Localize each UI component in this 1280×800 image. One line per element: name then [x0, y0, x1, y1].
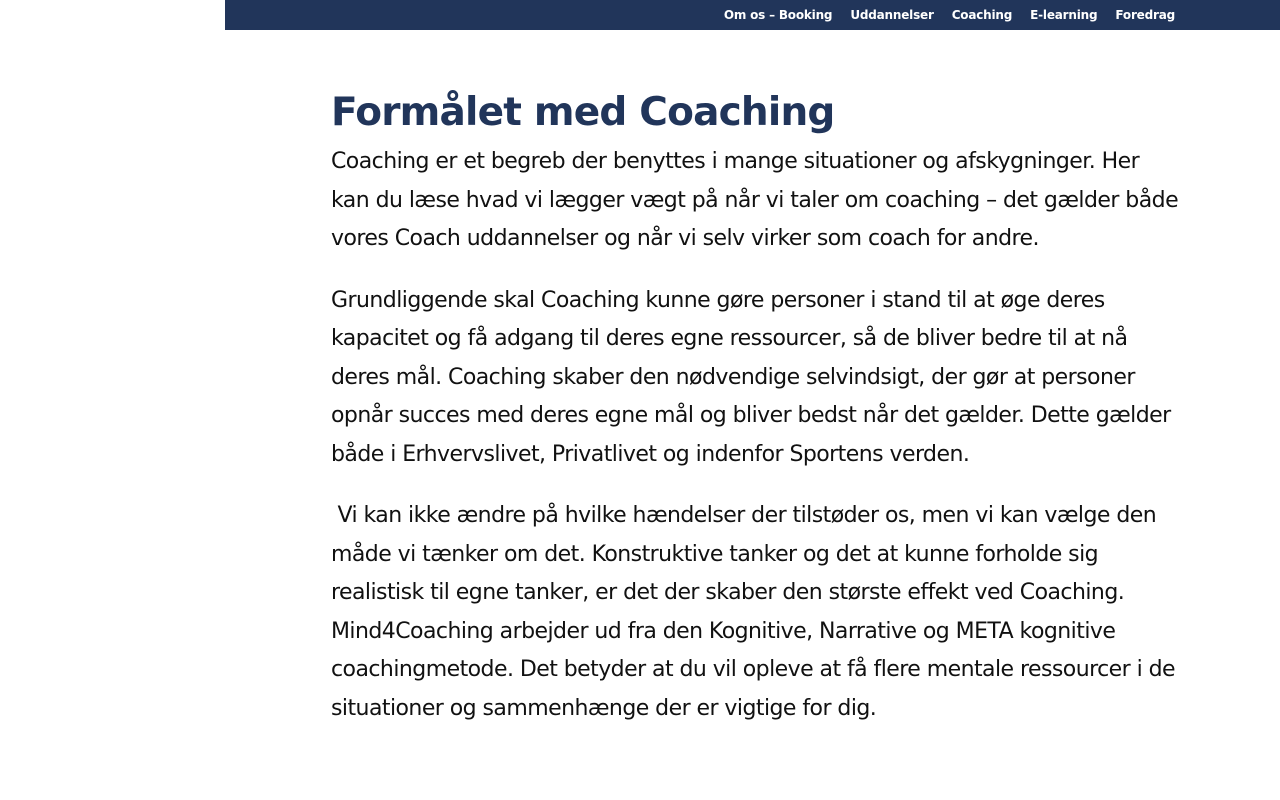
nav-item-uddannelser[interactable]: Uddannelser	[850, 8, 934, 22]
nav-item-e-learning[interactable]: E-learning	[1030, 8, 1098, 22]
nav-item-om-os-booking[interactable]: Om os – Booking	[723, 8, 833, 22]
nav-item-coaching[interactable]: Coaching	[951, 8, 1013, 22]
paragraph-intro: Coaching er et begreb der benyttes i mange situationer og afskygninger. Her kan du læse hvad vi lægger vægt på når vi taler om coaching – det gælder både vores Coach uddannelser og når vi selv virker som coach for andre.	[331, 149, 1185, 251]
article-content	[331, 86, 1185, 751]
top-navigation-bar	[225, 0, 1280, 30]
main-menu	[706, 0, 1175, 30]
paragraph-fundamentals: Grundliggende skal Coaching kunne gøre personer i stand til at øge deres kapacitet og få adgang til deres egne ressourcer, så de bliver bedre til at nå deres mål. Coaching skaber den nødvendige selvindsigt, der gør at personer opnår succes med deres egne mål og bliver bedst når det gælder. Dette gælder både i Erhvervslivet, Privatlivet og indenfor Sportens verden.	[331, 287, 1178, 467]
paragraph-method: Vi kan ikke ændre på hvilke hændelser der tilstøder os, men vi kan vælge den måde vi tænker om det. Konstruktive tanker og det at kunne forholde sig realistisk til egne tanker, er det der skaber den største effekt ved Coaching. Mind4Coaching arbejder ud fra den Kognitive, Narrative og META kognitive coachingmetode. Det betyder at du vil opleve at få flere mentale ressourcer i de situationer og sammenhænge der er vigtige for dig.	[331, 503, 1182, 721]
nav-item-foredrag[interactable]: Foredrag	[1115, 8, 1175, 22]
page-title: Formålet med Coaching	[331, 90, 835, 135]
